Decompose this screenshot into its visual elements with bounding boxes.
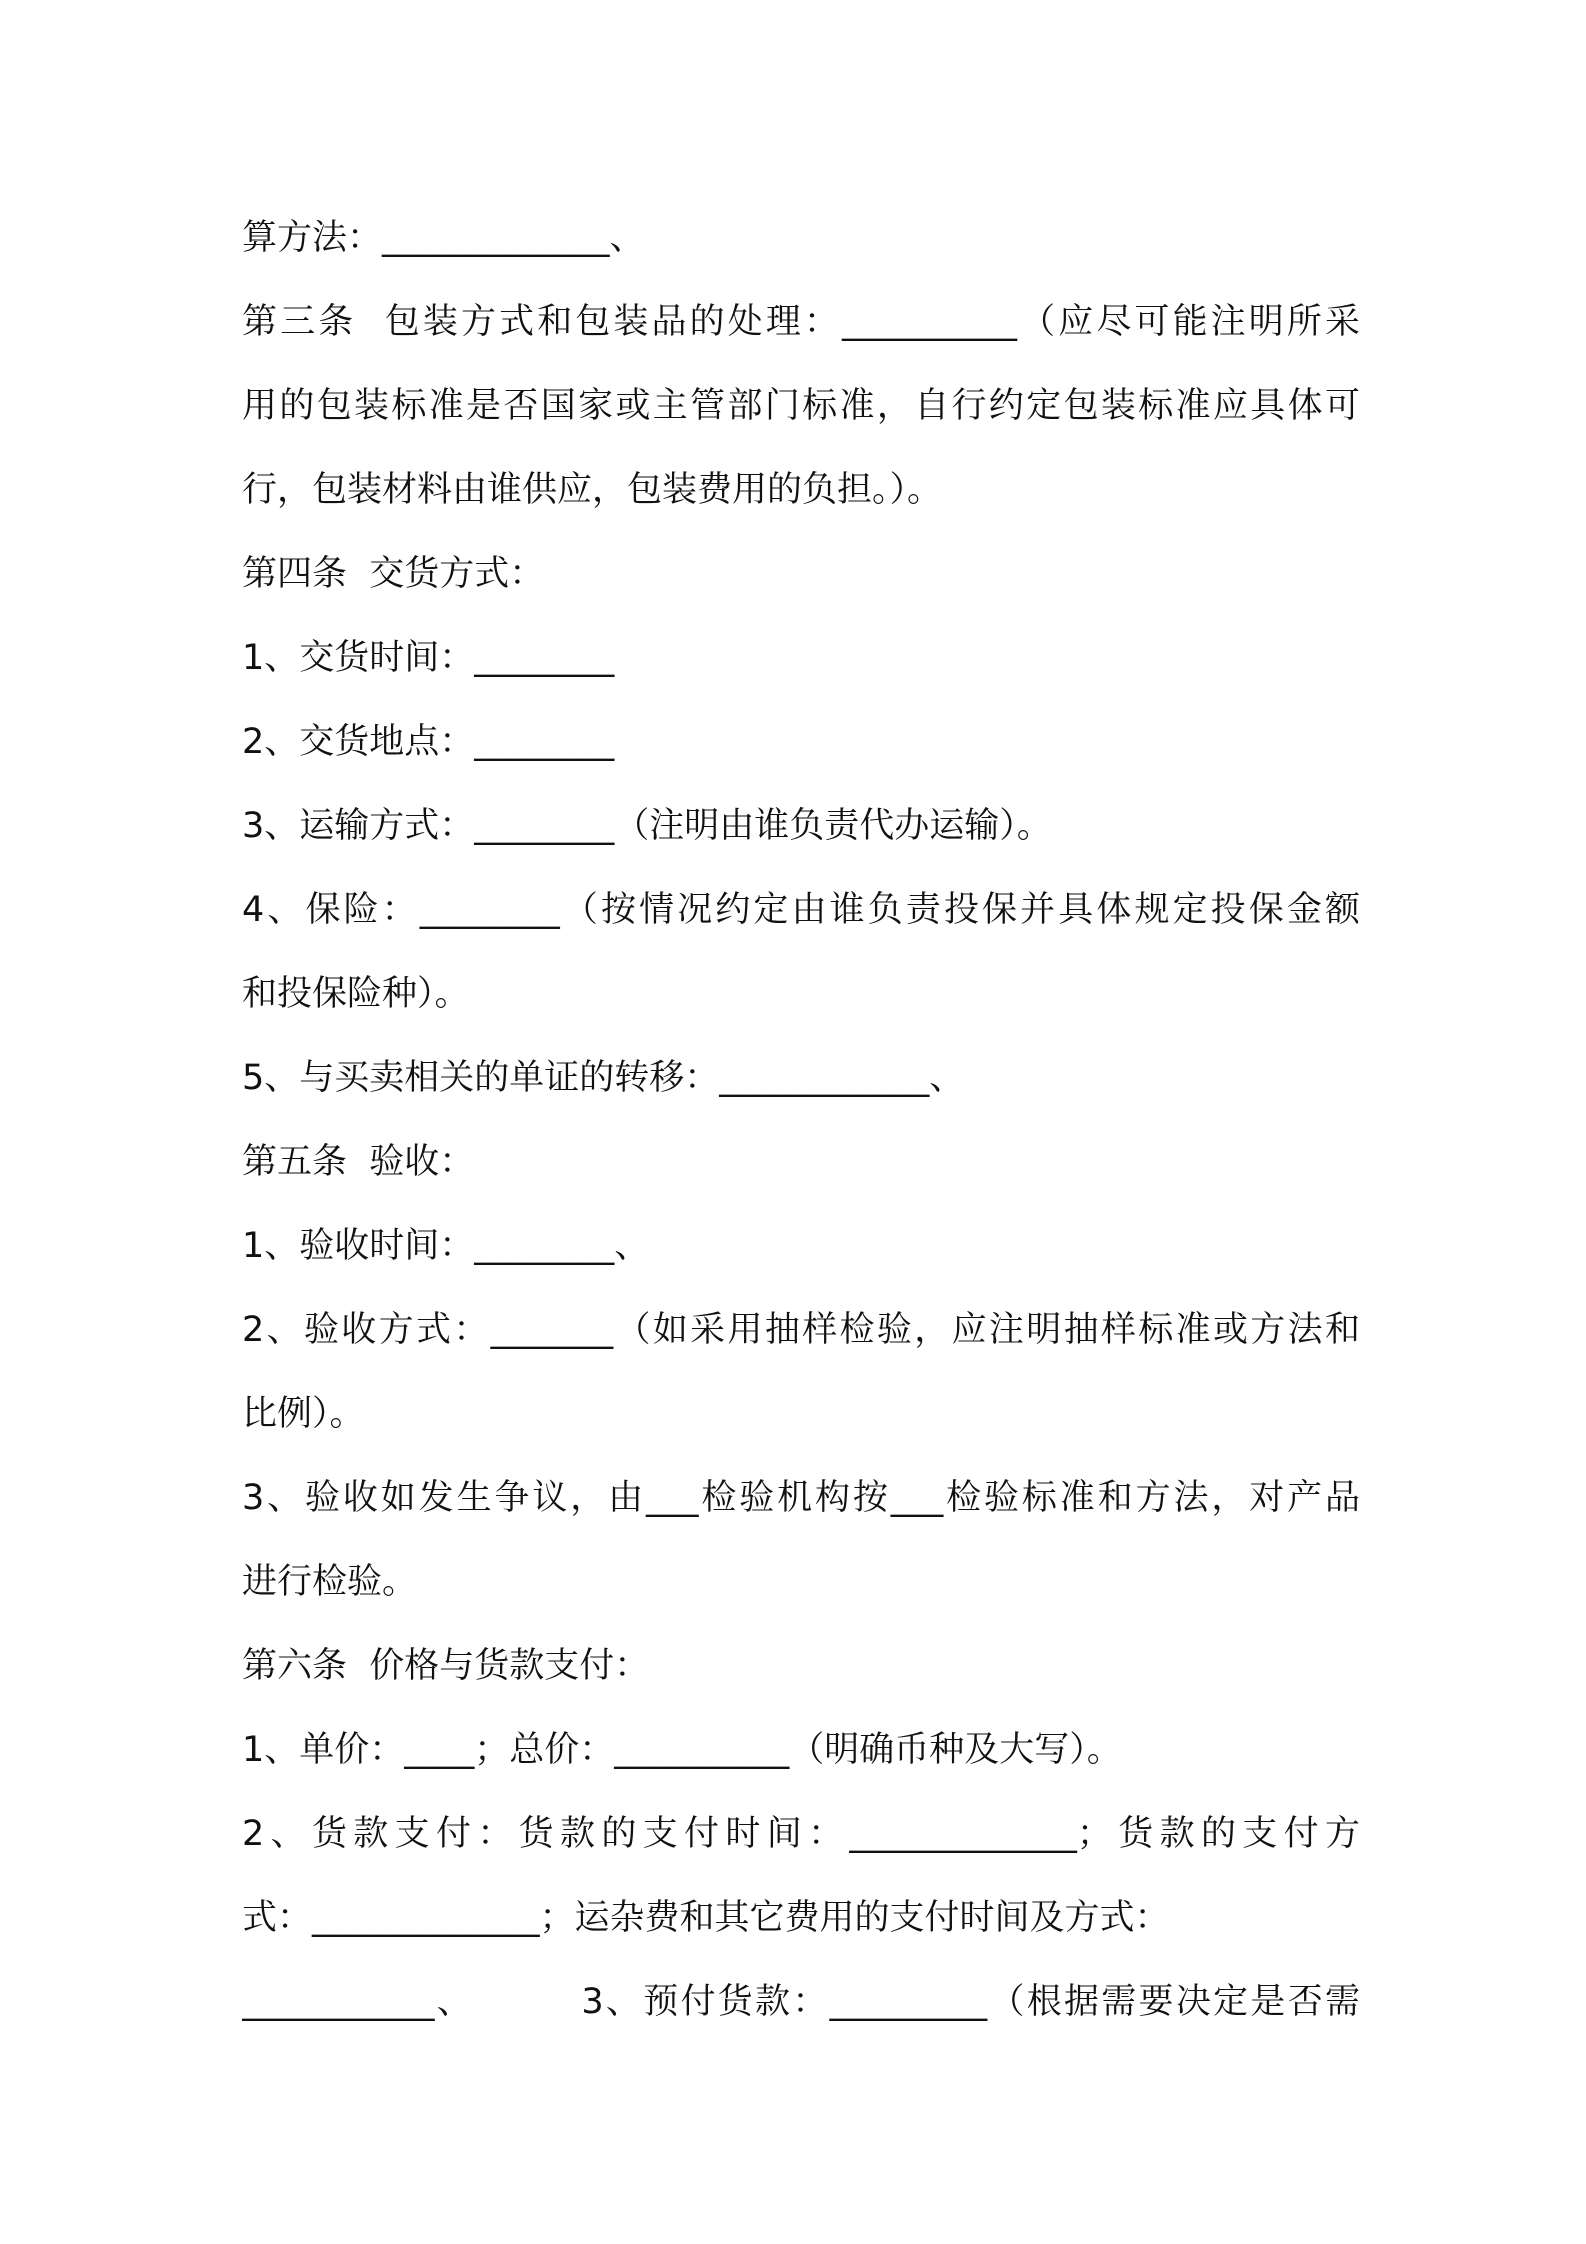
text-line-payment-cont: 式：_____________；运杂费和其它费用的支付时间及方式： [242, 1898, 1170, 1938]
text-line-delivery-time: 1、交货时间：________ [242, 638, 615, 678]
text-line-article-3-cont-1: 用的包装标准是否国家或主管部门标准，自行约定包装标准应具体可 [242, 386, 1360, 426]
text-line-article-4-heading: 第四条 交货方式： [242, 554, 545, 594]
text-line-transport: 3、运输方式：________（注明由谁负责代办运输）。 [242, 806, 1052, 846]
text-line-payment: 2、货款支付：货款的支付时间：_____________；货款的支付方 [242, 1814, 1360, 1854]
text-line-documents-transfer: 5、与买卖相关的单证的转移：____________、 [242, 1058, 965, 1098]
document-body [242, 196, 1360, 2044]
text-line-inspection-time: 1、验收时间：________、 [242, 1226, 650, 1266]
text-line-article-5-heading: 第五条 验收： [242, 1142, 475, 1182]
text-line-inspection-method-cont: 比例）。 [242, 1394, 365, 1434]
text-line-article-3: 第三条 包装方式和包装品的处理：__________（应尽可能注明所采 [242, 302, 1360, 342]
text-line-insurance-cont: 和投保险种）。 [242, 974, 470, 1014]
text-line-insurance: 4、保险：________（按情况约定由谁负责投保并具体规定投保金额 [242, 890, 1360, 930]
text-line-inspection-dispute: 3、验收如发生争议，由___检验机构按___检验标准和方法，对产品 [242, 1478, 1360, 1518]
text-line-article-3-cont-2: 行，包装材料由谁供应，包装费用的负担。）。 [242, 470, 943, 510]
text-line-inspection-method: 2、验收方式：_______（如采用抽样检验，应注明抽样标准或方法和 [242, 1310, 1360, 1350]
text-line-calc-method: 算方法：_____________、 [242, 218, 645, 258]
text-line-delivery-place: 2、交货地点：________ [242, 722, 615, 762]
text-line-inspection-dispute-cont: 进行检验。 [242, 1562, 418, 1602]
text-line-article-6-heading: 第六条 价格与货款支付： [242, 1646, 650, 1686]
text-line-prepayment: ___________、 3、预付货款：_________（根据需要决定是否需 [242, 1982, 1360, 2022]
text-line-price: 1、单价：____；总价：__________（明确币种及大写）。 [242, 1730, 1122, 1770]
